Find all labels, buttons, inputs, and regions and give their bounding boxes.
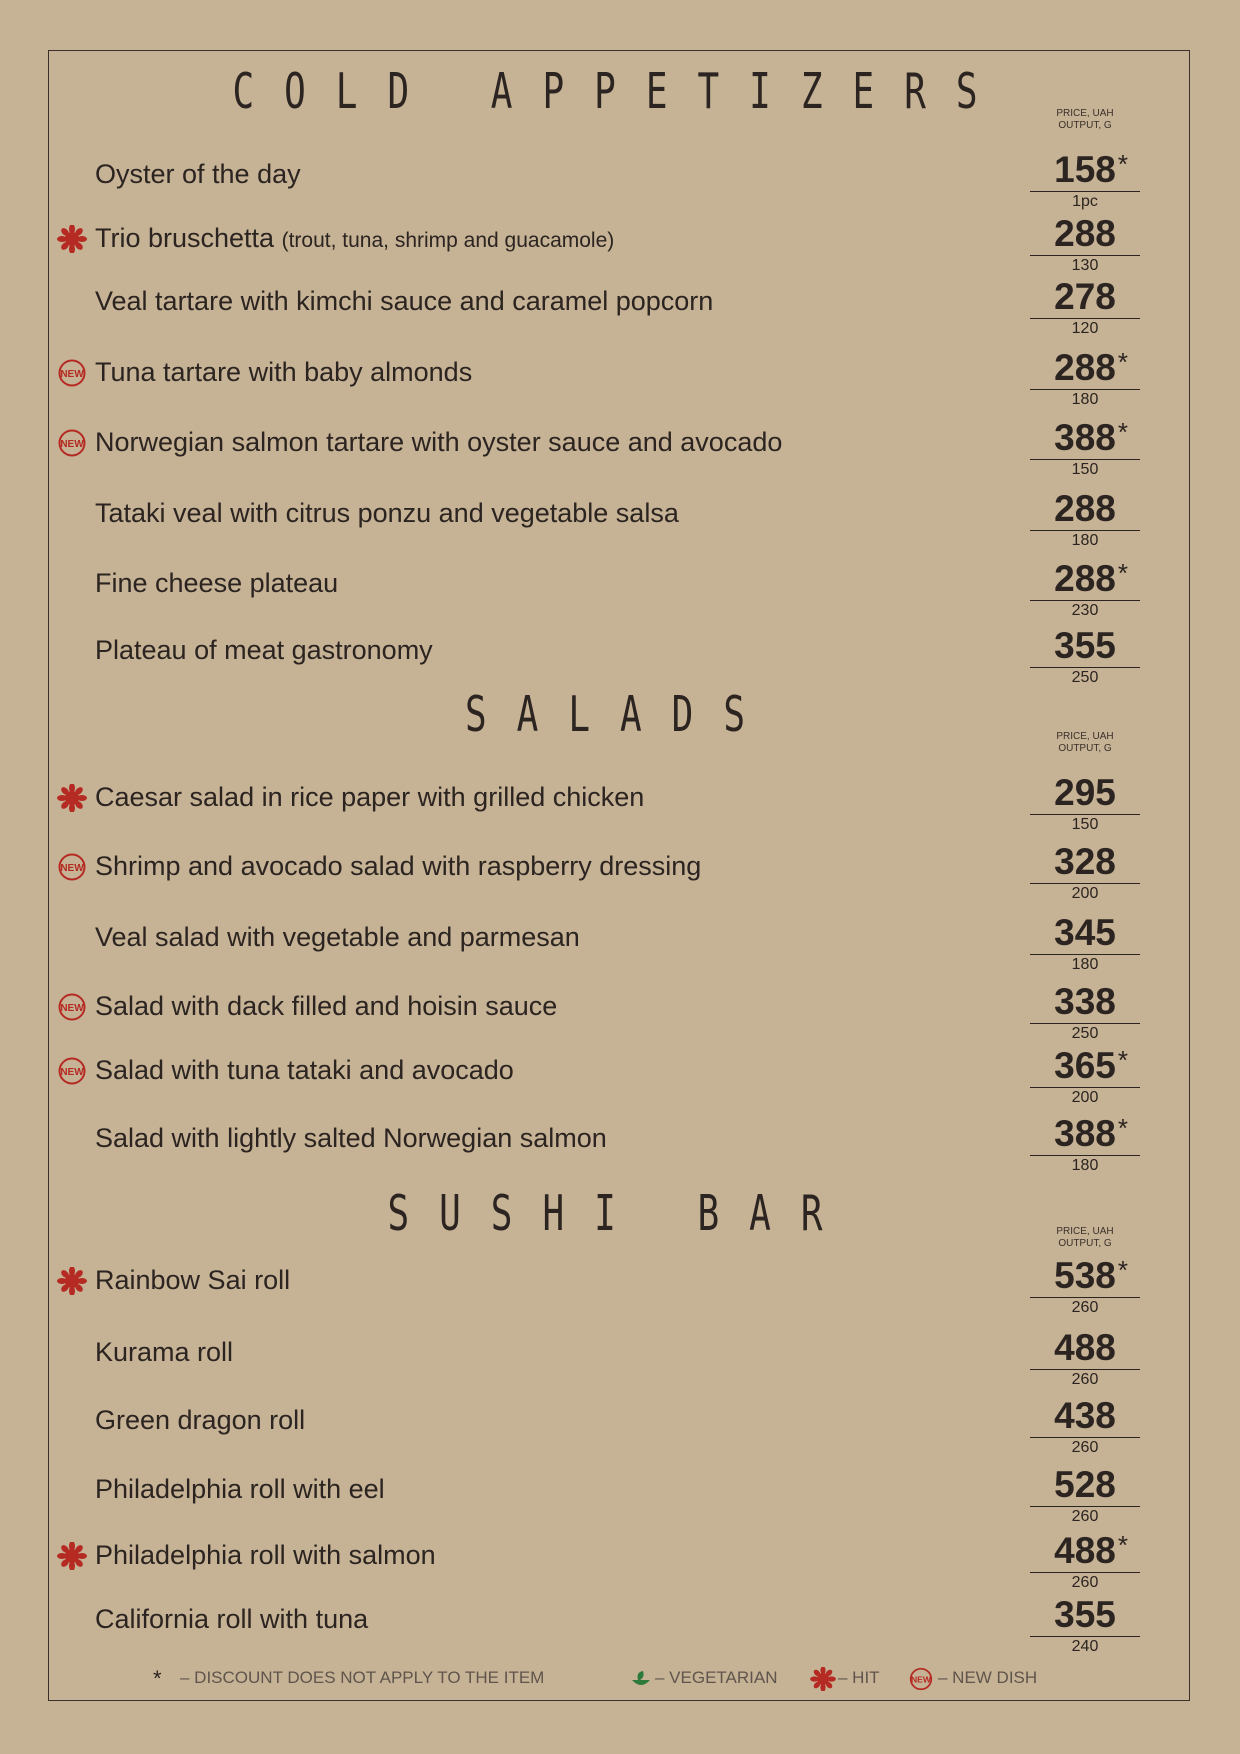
item-price <box>1030 1327 1140 1370</box>
menu-item <box>0 276 1240 337</box>
no-discount-asterisk: * <box>1117 149 1128 179</box>
new-dish-icon <box>57 359 87 387</box>
item-name <box>95 422 782 462</box>
item-name <box>95 1599 368 1639</box>
item-output: 250 <box>1071 1025 1099 1042</box>
item-name <box>95 218 614 261</box>
item-price <box>1030 772 1140 815</box>
price-value: 365 <box>1054 1045 1116 1086</box>
item-name <box>95 1535 436 1575</box>
item-title: Plateau of meat gastronomy <box>95 635 433 665</box>
new-dish-icon <box>57 853 87 881</box>
menu-item <box>0 213 1240 274</box>
item-title: Caesar salad in rice paper with grilled chicken <box>95 782 645 812</box>
item-output: 130 <box>1071 257 1099 274</box>
item-name <box>95 986 557 1026</box>
section-title: SUSHI BAR <box>387 1186 853 1243</box>
item-output: 180 <box>1071 391 1099 408</box>
item-output: 150 <box>1071 816 1099 833</box>
hit-icon <box>57 225 87 253</box>
item-name <box>95 1400 305 1440</box>
menu-item <box>0 347 1240 408</box>
item-price <box>1030 1113 1140 1156</box>
menu-item <box>0 1255 1240 1316</box>
item-output: 150 <box>1071 461 1099 478</box>
item-title: Green dragon roll <box>95 1405 306 1435</box>
section-title: COLD APPETIZERS <box>232 64 1008 121</box>
new-dish-icon <box>57 429 87 457</box>
item-price <box>1030 1464 1140 1507</box>
hit-icon <box>57 1542 87 1570</box>
price-value: 488 <box>1054 1530 1116 1571</box>
item-price <box>1030 558 1140 601</box>
item-price <box>1030 417 1140 460</box>
item-output: 180 <box>1071 532 1099 549</box>
item-price <box>1030 1045 1140 1088</box>
output-header: OUTPUT, G <box>1058 1238 1112 1249</box>
item-price <box>1030 347 1140 390</box>
item-price <box>1030 1395 1140 1438</box>
item-name <box>95 352 472 392</box>
item-output: 240 <box>1071 1638 1099 1655</box>
item-title: Salad with dack filled and hoisin sauce <box>95 991 558 1021</box>
item-title: Norwegian salmon tartare with oyster sauce and avocado <box>95 427 783 457</box>
price-header: PRICE, UAH <box>1056 731 1114 742</box>
item-output: 200 <box>1071 1089 1099 1106</box>
item-price <box>1030 1255 1140 1298</box>
section-title: SALADS <box>464 687 776 744</box>
no-discount-asterisk: * <box>1117 1255 1128 1285</box>
menu-item <box>0 1045 1240 1106</box>
menu-item <box>0 1327 1240 1388</box>
price-value: 438 <box>1054 1395 1116 1436</box>
price-value: 288 <box>1054 488 1116 529</box>
new-dish-icon <box>57 993 87 1021</box>
item-output: 1pc <box>1072 193 1098 210</box>
price-value: 528 <box>1054 1464 1116 1505</box>
legend-vegetarian-text: – VEGETARIAN <box>655 1668 778 1687</box>
item-output: 260 <box>1071 1371 1099 1388</box>
legend-asterisk: * <box>153 1666 162 1691</box>
menu-item <box>0 417 1240 478</box>
item-title: Veal salad with vegetable and parmesan <box>95 922 580 952</box>
column-header <box>1030 108 1140 132</box>
item-price <box>1030 276 1140 319</box>
price-header: PRICE, UAH <box>1056 108 1114 119</box>
menu-item <box>0 1113 1240 1174</box>
price-value: 355 <box>1054 1594 1116 1635</box>
no-discount-asterisk: * <box>1117 558 1128 588</box>
item-price <box>1030 1530 1140 1573</box>
menu-item <box>0 1395 1240 1456</box>
legend-hit-text: – HIT <box>838 1668 880 1687</box>
item-output: 260 <box>1071 1508 1099 1525</box>
legend-discount-text: – DISCOUNT DOES NOT APPLY TO THE ITEM <box>180 1668 545 1687</box>
no-discount-asterisk: * <box>1117 1045 1128 1075</box>
price-value: 388 <box>1054 1113 1116 1154</box>
item-output: 260 <box>1071 1439 1099 1456</box>
svg-text:NEW: NEW <box>911 1674 931 1685</box>
svg-text:NEW: NEW <box>60 369 84 380</box>
item-price <box>1030 912 1140 955</box>
price-value: 355 <box>1054 625 1116 666</box>
item-title: Rainbow Sai roll <box>95 1265 291 1295</box>
item-price <box>1030 625 1140 668</box>
price-value: 288 <box>1054 558 1116 599</box>
output-header: OUTPUT, G <box>1058 120 1112 131</box>
item-name <box>95 1050 514 1090</box>
price-value: 288 <box>1054 213 1116 254</box>
no-discount-asterisk: * <box>1117 1530 1128 1560</box>
price-value: 295 <box>1054 772 1116 813</box>
price-value: 278 <box>1054 276 1116 317</box>
item-output: 250 <box>1071 669 1099 686</box>
item-name <box>95 1332 233 1372</box>
no-discount-asterisk: * <box>1117 1113 1128 1143</box>
menu-item <box>0 1530 1240 1591</box>
item-title: Fine cheese plateau <box>95 568 339 598</box>
item-name <box>95 630 433 670</box>
legend <box>0 1668 1240 1694</box>
item-name <box>95 777 644 817</box>
item-name <box>95 563 338 603</box>
new-dish-icon <box>57 1057 87 1085</box>
column-header <box>1030 731 1140 755</box>
legend-new-text: – NEW DISH <box>938 1668 1038 1687</box>
item-title: Salad with tuna tataki and avocado <box>95 1055 514 1085</box>
item-title: Veal tartare with kimchi sauce and caramel popcorn <box>95 286 714 316</box>
menu-item <box>0 1594 1240 1655</box>
menu-item <box>0 625 1240 686</box>
menu-item <box>0 149 1240 210</box>
item-name <box>95 846 701 886</box>
item-title: Shrimp and avocado salad with raspberry dressing <box>95 851 702 881</box>
item-price <box>1030 149 1140 192</box>
item-title: Kurama roll <box>95 1337 234 1367</box>
item-name <box>95 1118 607 1158</box>
item-output: 260 <box>1071 1299 1099 1316</box>
item-output: 230 <box>1071 602 1099 619</box>
menu-item <box>0 558 1240 619</box>
price-value: 338 <box>1054 981 1116 1022</box>
no-discount-asterisk: * <box>1117 417 1128 447</box>
item-title: Tuna tartare with baby almonds <box>95 357 473 387</box>
item-title: Philadelphia roll with salmon <box>95 1540 436 1570</box>
item-price <box>1030 213 1140 256</box>
price-value: 158 <box>1054 149 1116 190</box>
item-name <box>95 917 580 957</box>
item-price <box>1030 841 1140 884</box>
no-discount-asterisk: * <box>1117 347 1128 377</box>
item-title: Tataki veal with citrus ponzu and vegetable salsa <box>95 498 679 528</box>
item-price <box>1030 1594 1140 1637</box>
price-value: 538 <box>1054 1255 1116 1296</box>
svg-text:NEW: NEW <box>60 1003 84 1014</box>
menu-item <box>0 912 1240 973</box>
item-name <box>95 154 301 194</box>
item-title: California roll with tuna <box>95 1604 369 1634</box>
menu-item <box>0 488 1240 549</box>
item-title: Philadelphia roll with eel <box>95 1474 385 1504</box>
item-title: Salad with lightly salted Norwegian salmon <box>95 1123 607 1153</box>
item-price <box>1030 488 1140 531</box>
svg-text:NEW: NEW <box>60 439 84 450</box>
hit-icon <box>810 1667 836 1691</box>
svg-text:NEW: NEW <box>60 1067 84 1078</box>
item-title: Trio bruschetta <box>95 223 275 253</box>
item-description: (trout, tuna, shrimp and guacamole) <box>281 229 615 252</box>
price-value: 488 <box>1054 1327 1116 1368</box>
item-price <box>1030 981 1140 1024</box>
item-output: 120 <box>1071 320 1099 337</box>
item-name <box>95 493 679 533</box>
price-header: PRICE, UAH <box>1056 1226 1114 1237</box>
item-output: 200 <box>1071 885 1099 902</box>
menu-item <box>0 1464 1240 1525</box>
item-name <box>95 281 713 321</box>
price-value: 288 <box>1054 347 1116 388</box>
menu-item <box>0 981 1240 1042</box>
price-value: 345 <box>1054 912 1116 953</box>
new-dish-icon <box>908 1667 934 1691</box>
output-header: OUTPUT, G <box>1058 743 1112 754</box>
hit-icon <box>57 1267 87 1295</box>
item-output: 180 <box>1071 1157 1099 1174</box>
vegetarian-icon <box>630 1670 652 1688</box>
item-name <box>95 1260 290 1300</box>
item-output: 260 <box>1071 1574 1099 1591</box>
svg-text:NEW: NEW <box>60 863 84 874</box>
price-value: 328 <box>1054 841 1116 882</box>
item-output: 180 <box>1071 956 1099 973</box>
column-header <box>1030 1226 1140 1250</box>
item-name <box>95 1469 385 1509</box>
item-title: Oyster of the day <box>95 159 301 189</box>
hit-icon <box>57 784 87 812</box>
price-value: 388 <box>1054 417 1116 458</box>
menu-item <box>0 772 1240 833</box>
menu-item <box>0 841 1240 902</box>
